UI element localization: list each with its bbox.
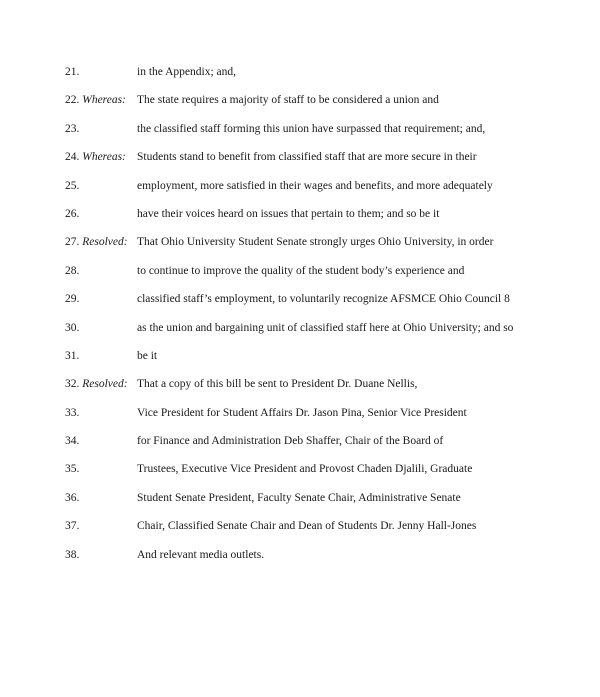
document-line (65, 262, 565, 290)
document-line (65, 404, 565, 432)
document-line (65, 375, 565, 403)
line-text: be it (137, 349, 158, 362)
line-number: 28. (65, 264, 80, 277)
line-text: And relevant media outlets. (137, 548, 265, 561)
document-line (65, 319, 565, 347)
line-number: 30. (65, 321, 80, 334)
document-line (65, 177, 565, 205)
line-text: have their voices heard on issues that pertain to them; and so be it (137, 207, 440, 220)
line-text: Students stand to benefit from classified staff that are more secure in their (137, 151, 477, 164)
line-number: 37. (65, 520, 80, 533)
line-text: Chair, Classified Senate Chair and Dean of Students Dr. Jenny Hall-Jones (137, 520, 477, 533)
line-text: to continue to improve the quality of the student body’s experience and (137, 264, 465, 277)
line-text: That Ohio University Student Senate strongly urges Ohio University, in order (137, 236, 494, 249)
clause-label: Whereas: (82, 151, 126, 164)
line-text: That a copy of this bill be sent to President Dr. Duane Nellis, (137, 378, 418, 391)
document-line (65, 489, 565, 517)
line-text: in the Appendix; and, (137, 66, 237, 78)
line-number: 36. (65, 491, 80, 504)
line-text: Trustees, Executive Vice President and Provost Chaden Djalili, Graduate (137, 463, 473, 476)
line-text: Student Senate President, Faculty Senate Chair, Administrative Senate (137, 491, 461, 504)
document-line (65, 517, 565, 545)
document-line (65, 63, 565, 91)
line-number: 33. (65, 406, 80, 419)
line-number: 26. (65, 207, 80, 220)
line-number: 23. (65, 122, 80, 135)
clause-label: Resolved: (82, 236, 128, 249)
line-text: as the union and bargaining unit of classified staff here at Ohio University; and so (137, 321, 514, 334)
line-number: 38. (65, 548, 80, 561)
document-line (65, 347, 565, 375)
document-line (65, 290, 565, 318)
line-number: 21. (65, 66, 80, 78)
clause-label: Whereas: (82, 94, 126, 107)
line-text: employment, more satisfied in their wages and benefits, and more adequately (137, 179, 493, 192)
line-number: 25. (65, 179, 80, 192)
line-text: The state requires a majority of staff to be considered a union and (137, 94, 439, 107)
document-line (65, 205, 565, 233)
document-line (65, 120, 565, 148)
line-number: 31. (65, 349, 80, 362)
document-line (65, 460, 565, 488)
line-number: 27. Resolved: (65, 236, 128, 249)
document-line (65, 148, 565, 176)
line-text: classified staff’s employment, to voluntarily recognize AFSMCE Ohio Council 8 (137, 293, 510, 306)
line-text: the classified staff forming this union have surpassed that requirement; and, (137, 122, 486, 135)
line-text: Vice President for Student Affairs Dr. Jason Pina, Senior Vice President (137, 406, 467, 419)
document-line (65, 432, 565, 460)
line-number: 22. Whereas: (65, 94, 126, 107)
line-number: 32. Resolved: (65, 378, 128, 391)
document-line (65, 91, 565, 119)
line-number: 35. (65, 463, 80, 476)
line-number: 34. (65, 435, 80, 448)
line-text: for Finance and Administration Deb Shaffer, Chair of the Board of (137, 435, 444, 448)
line-number: 29. (65, 293, 80, 306)
document-line (65, 546, 565, 574)
clause-label: Resolved: (82, 378, 128, 391)
line-number: 24. Whereas: (65, 151, 126, 164)
document-line (65, 233, 565, 261)
numbered-lines (65, 63, 565, 574)
